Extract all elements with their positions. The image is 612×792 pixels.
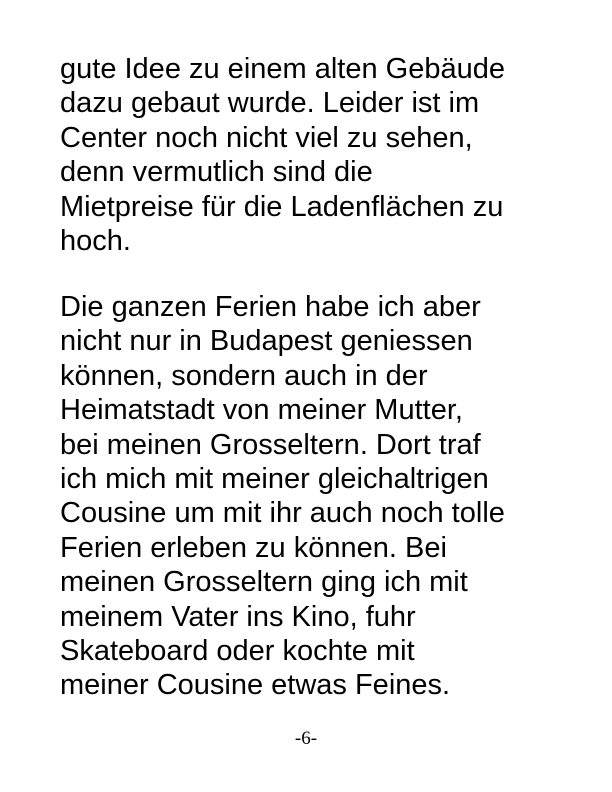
text-line: können, sondern auch in der bbox=[60, 359, 428, 392]
text-line: Mietpreise für die Ladenflächen zu bbox=[60, 190, 504, 223]
text-line: Center noch nicht viel zu sehen, bbox=[60, 121, 473, 154]
paragraph-2 bbox=[60, 290, 580, 703]
text-line: denn vermutlich sind die bbox=[60, 156, 373, 189]
text-line: meiner Cousine etwas Feines. bbox=[60, 669, 451, 702]
text-line: gute Idee zu einem alten Gebäude bbox=[60, 53, 505, 85]
text-line: bei meinen Grosseltern. Dort traf bbox=[60, 428, 481, 461]
text-line: nicht nur in Budapest geniessen bbox=[60, 325, 473, 358]
page-number: -6- bbox=[294, 728, 318, 749]
text-line: Heimatstadt von meiner Mutter, bbox=[60, 394, 463, 427]
text-line: ich mich mit meiner gleichaltrigen bbox=[60, 463, 489, 496]
paragraph-1 bbox=[60, 52, 580, 258]
text-line: meinem Vater ins Kino, fuhr bbox=[60, 600, 416, 633]
text-line: Skateboard oder kochte mit bbox=[60, 635, 415, 668]
text-line: dazu gebaut wurde. Leider ist im bbox=[60, 87, 480, 120]
text-line: hoch. bbox=[60, 225, 131, 258]
text-line: meinen Grosseltern ging ich mit bbox=[60, 566, 468, 599]
text-line: Ferien erleben zu können. Bei bbox=[60, 531, 447, 564]
text-line: Die ganzen Ferien habe ich aber bbox=[60, 291, 481, 323]
text-line: Cousine um mit ihr auch noch tolle bbox=[60, 497, 505, 530]
